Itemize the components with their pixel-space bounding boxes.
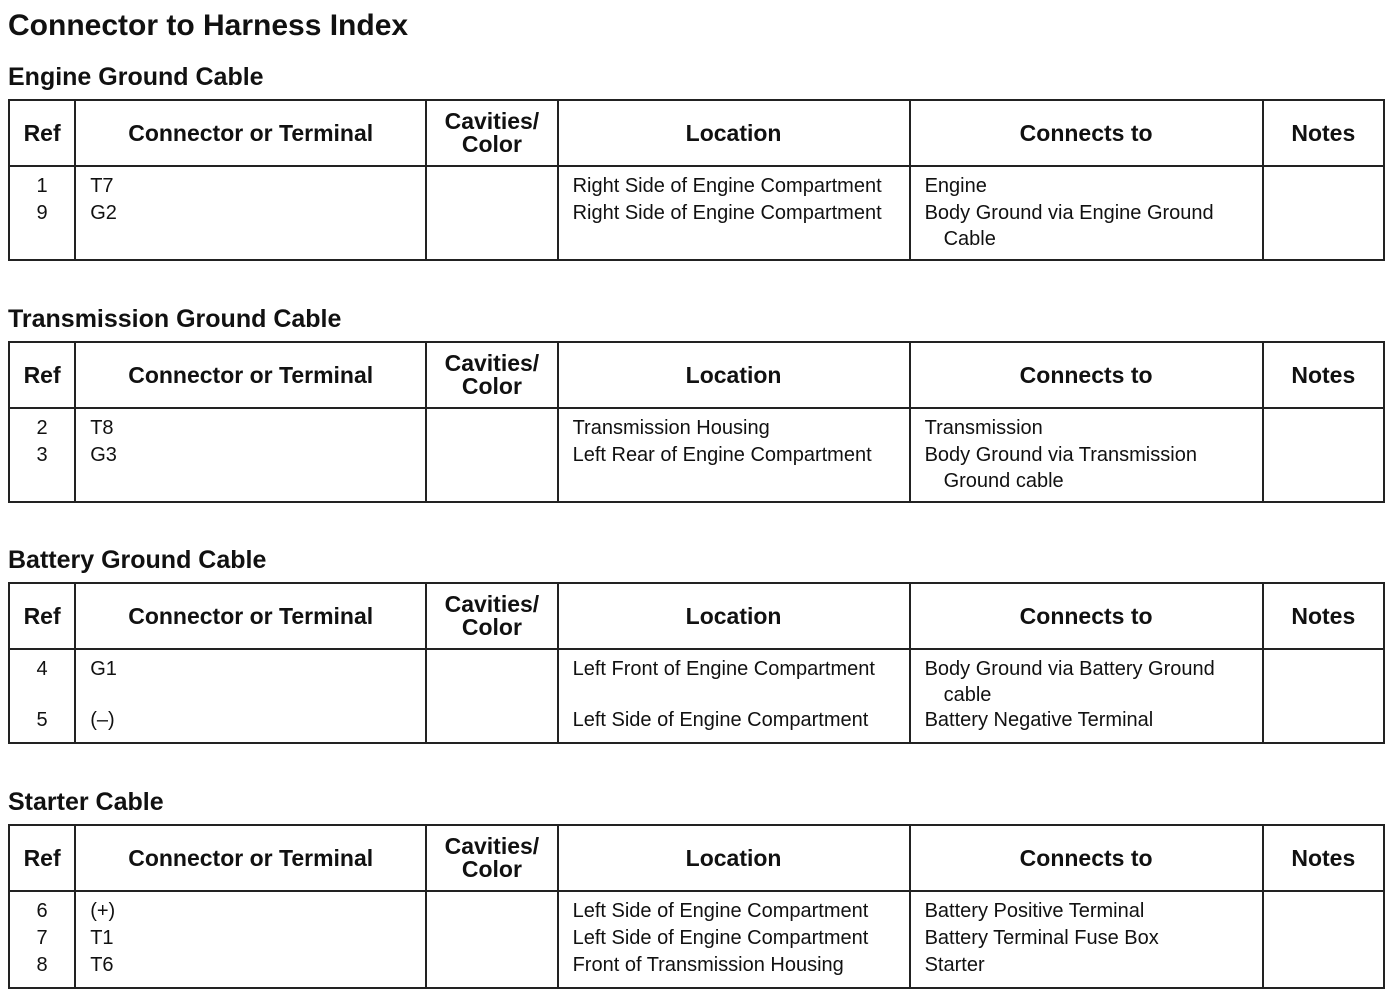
location-value: Front of Transmission Housing [572,954,844,976]
ref-value: 7 [36,927,48,949]
ref-value: 1 [36,175,48,197]
connects-to-value: Battery Terminal Fuse Box [924,927,1159,949]
ref-value: 2 [36,417,48,439]
table-body [9,649,1384,743]
connects-to-entry [925,173,1252,200]
location-cell [558,891,910,988]
cavities-cell [426,891,557,988]
ref-value: 9 [36,202,48,224]
connects-to-continuation: Ground cable [943,470,1064,492]
connects-to-continuation: Cable [943,228,996,250]
header-cavities-line2: Color [461,131,522,157]
cavities-cell [426,408,557,502]
table-body [9,166,1384,260]
location-value: Left Side of Engine Compartment [572,709,869,731]
location-cell [558,408,910,502]
connector-value: T6 [90,954,114,976]
header-cavities-line1: Cavities/ [444,833,540,859]
ref-value: 3 [36,444,48,466]
connects-to-value: Battery Negative Terminal [924,709,1154,731]
connects-to-entry [925,898,1252,925]
connects-to-cell [910,891,1263,988]
table-body [9,408,1384,502]
location-value: Left Side of Engine Compartment [572,900,869,922]
section [8,304,1385,503]
ref-value: 5 [36,709,48,731]
section-title: Transmission Ground Cable [8,305,342,333]
ref-value: 4 [36,658,48,680]
connects-to-value: Transmission [924,417,1043,439]
header-cavities [426,583,557,649]
connector-value: (–) [90,709,115,731]
header-connects-to: Connects to [910,583,1263,649]
header-cavities-line1: Cavities/ [444,108,540,134]
header-notes: Notes [1263,825,1384,891]
connects-to-entry [925,200,1252,251]
header-cavities-line1: Cavities/ [444,591,540,617]
connector-value: G3 [90,444,117,466]
connects-to-entry [925,707,1252,734]
header-connector: Connector or Terminal [75,100,426,166]
ref-value: 6 [36,900,48,922]
connector-cell [75,649,426,743]
header-location: Location [558,825,910,891]
header-ref: Ref [9,583,75,649]
connects-to-cell [910,166,1263,260]
notes-cell [1263,891,1384,988]
location-cell [558,649,910,743]
harness-table [8,99,1385,261]
header-location: Location [558,583,910,649]
cavities-cell [426,649,557,743]
connector-cell [75,891,426,988]
location-cell [558,166,910,260]
header-ref: Ref [9,342,75,408]
connects-to-value: Starter [924,954,985,976]
connector-value: (+) [90,900,116,922]
connects-to-entry [925,415,1252,442]
table-row [9,408,1384,502]
table-header [9,342,1384,408]
connects-to-value: Engine [924,175,987,197]
connects-to-value: Body Ground via Battery Ground [924,658,1215,680]
header-connector: Connector or Terminal [75,583,426,649]
header-cavities [426,825,557,891]
section [8,787,1385,989]
section [8,62,1385,261]
header-ref: Ref [9,825,75,891]
connector-value: T8 [90,417,114,439]
header-connector: Connector or Terminal [75,342,426,408]
location-value: Left Side of Engine Compartment [572,927,869,949]
connects-to-cell [910,408,1263,502]
connector-cell [75,408,426,502]
header-connects-to: Connects to [910,825,1263,891]
table-body [9,891,1384,988]
connector-value: G1 [90,658,117,680]
header-notes: Notes [1263,583,1384,649]
connector-cell [75,166,426,260]
header-connects-to: Connects to [910,100,1263,166]
table-row [9,166,1384,260]
connects-to-value: Body Ground via Engine Ground [924,202,1214,224]
notes-cell [1263,166,1384,260]
ref-cell [9,649,75,743]
connector-value: G2 [90,202,117,224]
header-cavities [426,342,557,408]
connects-to-entry [925,925,1252,952]
connects-to-value: Body Ground via Transmission [924,444,1197,466]
location-value: Left Front of Engine Compartment [572,658,875,680]
connects-to-continuation: cable [943,684,992,706]
ref-cell [9,166,75,260]
location-value: Left Rear of Engine Compartment [572,444,872,466]
connects-to-value: Battery Positive Terminal [924,900,1145,922]
header-cavities [426,100,557,166]
connector-value: T1 [90,927,114,949]
location-value: Right Side of Engine Compartment [572,175,882,197]
header-cavities-line2: Color [461,856,522,882]
connects-to-cell [910,649,1263,743]
header-connector: Connector or Terminal [75,825,426,891]
header-location: Location [558,100,910,166]
cavities-cell [426,166,557,260]
table-header [9,583,1384,649]
header-cavities-line2: Color [461,614,522,640]
ref-cell [9,891,75,988]
ref-cell [9,408,75,502]
table-header [9,100,1384,166]
connects-to-entry [925,442,1252,493]
table-header [9,825,1384,891]
notes-cell [1263,649,1384,743]
section-title: Battery Ground Cable [8,546,267,574]
table-row [9,649,1384,743]
notes-cell [1263,408,1384,502]
connects-to-entry [925,952,1252,979]
harness-table [8,824,1385,989]
header-connects-to: Connects to [910,342,1263,408]
header-ref: Ref [9,100,75,166]
header-location: Location [558,342,910,408]
header-cavities-line1: Cavities/ [444,350,540,376]
ref-value: 8 [36,954,48,976]
section-title: Starter Cable [8,788,164,816]
section [8,545,1385,744]
harness-table [8,582,1385,744]
connector-value: T7 [90,175,114,197]
connects-to-entry [925,656,1252,707]
harness-table [8,341,1385,503]
header-notes: Notes [1263,342,1384,408]
location-value: Transmission Housing [572,417,770,439]
table-row [9,891,1384,988]
location-value: Right Side of Engine Compartment [572,202,882,224]
header-notes: Notes [1263,100,1384,166]
section-title: Engine Ground Cable [8,63,264,91]
header-cavities-line2: Color [461,373,522,399]
page-title: Connector to Harness Index [8,9,409,42]
